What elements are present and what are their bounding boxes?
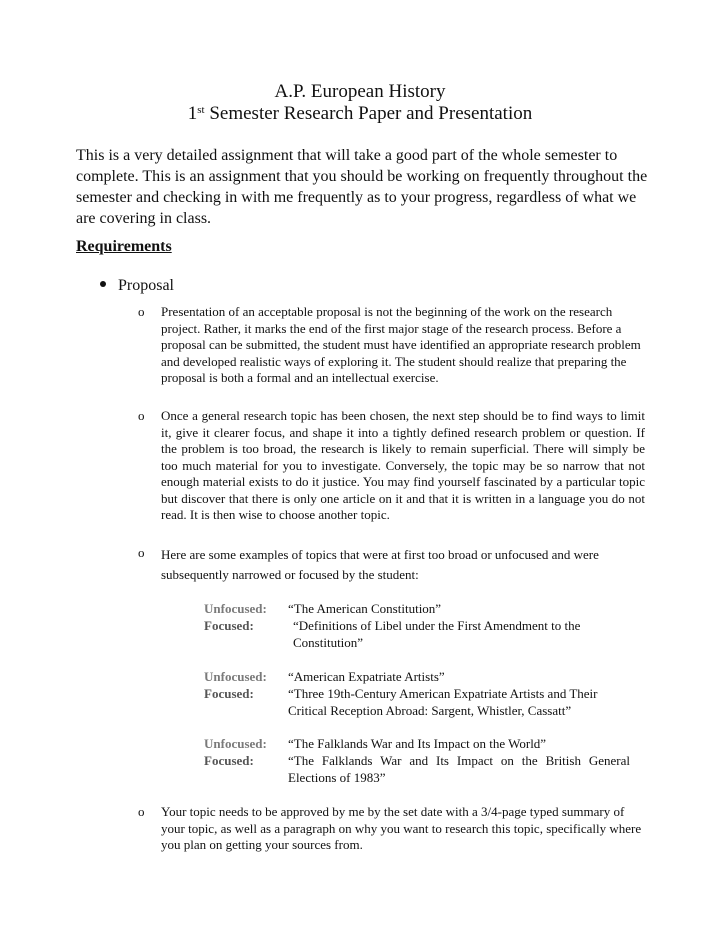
- course-title: A.P. European History: [274, 81, 446, 102]
- title-number: 1: [187, 103, 198, 124]
- sub-item-text: Once a general research topic has been chosen, the next step should be to find ways to limit it, give it clearer focus, and shape it into a tightly defined research problem or question. If the problem is too broad, the research is likely to remain superficial. There will simply be too much material for you to investigate. Conversely, the topic may be so narrow that not enough material exists to do it justice. You may find yourself fascinated by a particular topic but discover that there is only one article on it and that it is written in a language you do not read. It is then wise to choose another topic.: [161, 408, 645, 522]
- title-text: Semester Research Paper and Presentation: [204, 103, 533, 124]
- sub-item-examples-intro: [138, 545, 646, 585]
- sub-item-proposal-definition: [138, 304, 646, 399]
- example-pair: [204, 669, 644, 719]
- sub-item-marker: o: [138, 408, 145, 423]
- document-title: [0, 103, 720, 125]
- requirements-heading: Requirements: [76, 238, 172, 255]
- focused-label: Focused:: [204, 686, 254, 701]
- focused-label: Focused:: [204, 618, 254, 633]
- sub-item-text: Presentation of an acceptable proposal is not the beginning of the work on the research project. Rather, it marks the end of the first major stage of the research process. Before a proposal can be submitted, the student must have identified an appropriate research problem and developed realistic ways of exploring it. The student should realize that preparing the proposal is both a formal and an intellectual exercise.: [161, 304, 641, 385]
- example-pair: [204, 601, 644, 651]
- focused-label: Focused:: [204, 753, 254, 768]
- sub-item-marker: o: [138, 804, 145, 819]
- intro-paragraph: This is a very detailed assignment that will take a good part of the whole semester to complete. This is an assignment that you should be working on frequently throughout the semester and checking in with me frequently as to your progress, regardless of what we are covering in class.: [76, 147, 648, 227]
- title-ordinal-suffix: st: [197, 104, 205, 116]
- unfocused-label: Unfocused:: [204, 601, 267, 616]
- bullet-dot-icon: [100, 281, 106, 287]
- sub-item-topic-approval: [138, 804, 646, 856]
- sub-item-text: Here are some examples of topics that were at first too broad or unfocused and were subsequently narrowed or focused by the student:: [161, 547, 599, 582]
- bullet-proposal: [100, 276, 174, 296]
- sub-item-narrow-topic: [138, 408, 646, 538]
- sub-item-marker: o: [138, 304, 145, 319]
- focused-topic: “Three 19th-Century American Expatriate Artists and Their Critical Reception Abroad: Sargent, Whistler, Cassatt”: [288, 686, 598, 718]
- sub-item-marker: o: [138, 545, 145, 560]
- unfocused-topic: “The American Constitution”: [288, 601, 442, 616]
- unfocused-topic: “The Falklands War and Its Impact on the World”: [288, 736, 547, 751]
- unfocused-label: Unfocused:: [204, 669, 267, 684]
- example-pair: [204, 736, 644, 786]
- focused-topic: “Definitions of Libel under the First Amendment to the Constitution”: [293, 618, 581, 650]
- sub-item-text: Your topic needs to be approved by me by the set date with a 3/4-page typed summary of your topic, as well as a paragraph on why you want to research this topic, specifically where you plan on getting your sources from.: [161, 804, 642, 852]
- bullet-proposal-label: Proposal: [118, 277, 174, 294]
- unfocused-topic: “American Expatriate Artists”: [288, 669, 445, 684]
- focused-topic: “The Falklands War and Its Impact on the British General Elections of 1983”: [288, 753, 630, 785]
- unfocused-label: Unfocused:: [204, 736, 267, 751]
